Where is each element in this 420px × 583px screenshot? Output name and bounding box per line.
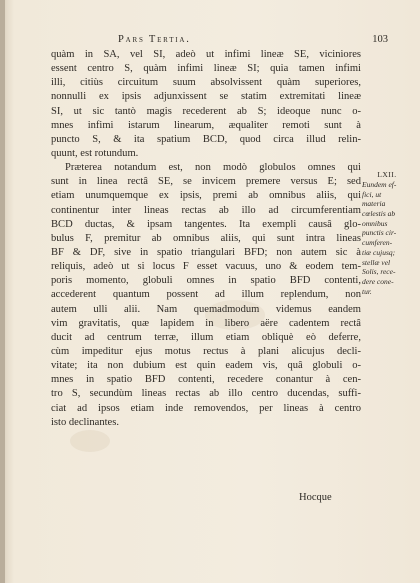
text-line: nonnulli ex ipsis adjunxissent se statim extremitati lineæ bbox=[51, 91, 361, 103]
margin-note-line: materia bbox=[362, 199, 386, 209]
text-line: illi, citiùs circuitum suum absolvissent quàm superiores, bbox=[51, 77, 361, 89]
margin-note-line: tiæ cujusq; bbox=[362, 247, 396, 257]
text-line: BCD ductas, & ipsam tangentes. Ita exempli causâ glo- bbox=[51, 218, 361, 230]
running-head: Pars Tertia. bbox=[118, 34, 191, 45]
margin-note-line: punctis cir- bbox=[362, 228, 397, 238]
text-line: mnes in spatio BFD contenti, recedere conantur à cen- bbox=[51, 374, 361, 386]
text-line: autem ulli alii. Nam quemadmodum videmus eandem bbox=[51, 303, 361, 315]
text-line: quunt, est rotundum. bbox=[51, 147, 139, 159]
text-line: sunt in linea rectâ SE, se invicem premere versus E; sed bbox=[51, 176, 361, 188]
paper-stain bbox=[70, 430, 110, 452]
text-line: vim gravitatis, quæ lapidem in libero aëre cadentem rectâ bbox=[51, 317, 361, 329]
page-header bbox=[118, 34, 388, 48]
text-line: BF & DF, sive in spatio triangulari BFD; non autem sic à bbox=[51, 246, 361, 258]
text-line: accederent quantum possent ad illum replendum, non bbox=[51, 289, 361, 301]
text-line: vitate; ita non dubium est quin eadem vis, quâ globuli o- bbox=[51, 360, 361, 372]
margin-note-line: Eundem ef- bbox=[362, 180, 397, 189]
margin-note-line: tur. bbox=[362, 286, 372, 296]
paragraph-1 bbox=[51, 48, 361, 161]
paragraph-2 bbox=[51, 161, 361, 430]
margin-note-line: dere cone- bbox=[362, 276, 394, 286]
text-line: reliquis, adeò ut si locus F esset vacuus, uno & eodem tem- bbox=[51, 261, 361, 273]
text-line: ducit ad centrum terræ, illum etiam obliquè eò deferre, bbox=[51, 331, 361, 343]
text-line: isto declinantes. bbox=[51, 416, 119, 428]
text-line: SI, ut sic tantò magis recederent ab S; ideoque nunc o- bbox=[51, 105, 361, 117]
margin-note-line: omnibus bbox=[362, 218, 388, 228]
page-gutter-shadow bbox=[0, 0, 5, 583]
catchword: Hocque bbox=[299, 492, 332, 503]
text-line: continentur inter lineas rectas ab illo ad circumferentiam bbox=[51, 204, 361, 216]
text-line: ciat ad ipsos etiam inde removendos, per lineas à centro bbox=[51, 402, 361, 414]
text-line: quàm in SA, vel SI, adeò ut infimi lineæ SE, viciniores bbox=[51, 49, 361, 60]
text-line: etiam unumquemque ex ipsis, premi ab omnibus aliis, qui bbox=[51, 190, 361, 202]
margin-note-line: stellæ vel bbox=[362, 257, 391, 267]
margin-note-line: Solis, rece- bbox=[362, 267, 396, 277]
margin-note-number: LXII. bbox=[377, 170, 397, 179]
body-text bbox=[51, 48, 361, 430]
text-line: bulus F, premitur ab omnibus aliis, qui sunt intra lineas bbox=[51, 232, 361, 244]
text-line: puncto S, & ita spatium BCD, quod circa illud relin- bbox=[51, 133, 361, 145]
margin-note-line: fici, ut bbox=[362, 189, 382, 199]
text-line: Præterea notandum est, non modò globulos omnes qui bbox=[65, 162, 361, 174]
margin-note-line: cœlestis ab bbox=[362, 209, 396, 219]
text-line: tro S, secundùm lineas rectas ab illo centro ducendas, suffi- bbox=[51, 388, 361, 400]
text-line: cùm impeditur ejus motus rectus à plani alicujus decli- bbox=[51, 345, 361, 357]
text-line: poris momento, globuli omnes in spatio BFD contenti, bbox=[51, 275, 361, 287]
margin-note-line: cumferen- bbox=[362, 238, 393, 248]
page-number: 103 bbox=[372, 34, 388, 45]
text-line: essent centro S, quàm infimi lineæ SI; quia tamen infimi bbox=[51, 63, 361, 75]
margin-note bbox=[362, 170, 412, 296]
text-line: mnes infimi istarum linearum, æqualiter remoti sunt à bbox=[51, 119, 361, 131]
